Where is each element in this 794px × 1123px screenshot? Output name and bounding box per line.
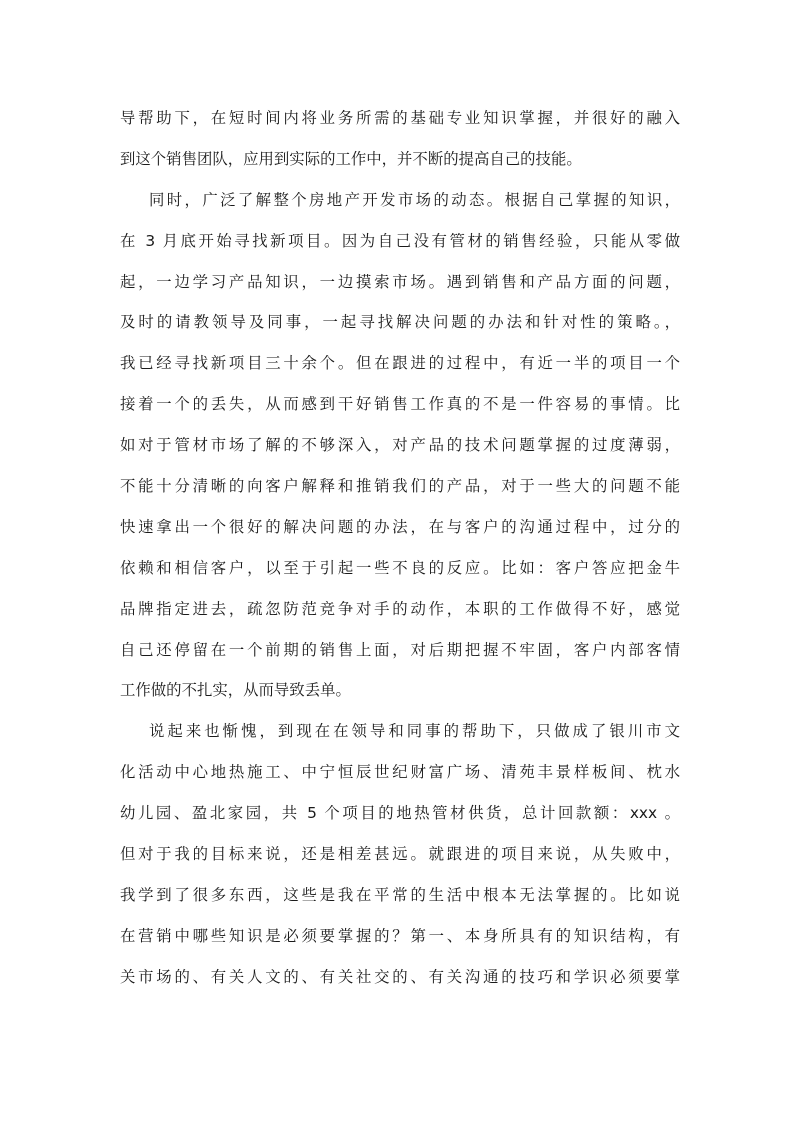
text-line: 工作做的不扎实，从而导致丢单。 [120, 681, 351, 700]
text-line: 快速拿出一个很好的解决问题的办法，在与客户的沟通过程中，过分的 [120, 517, 680, 536]
text-line: 但对于我的目标来说，还是相差甚远。就跟进的项目来说，从失败中， [120, 845, 680, 864]
text-line: 起，一边学习产品知识，一边摸索市场。遇到销售和产品方面的问题， [120, 272, 680, 291]
text-line: 不能十分清晰的向客户解释和推销我们的产品，对于一些大的问题不能 [120, 477, 680, 496]
text-line: 接着一个的丢失，从而感到干好销售工作真的不是一件容易的事情。比 [120, 395, 680, 414]
text-line: 幼儿园、盈北家园，共 5 个项目的地热管材供货，总计回款额：xxx 。 [120, 804, 680, 823]
document-body [120, 98, 680, 998]
text-line: 导帮助下，在短时间内将业务所需的基础专业知识掌握，并很好的融入 [120, 109, 680, 127]
text-line: 我已经寻找新项目三十余个。但在跟进的过程中，有近一半的项目一个 [120, 354, 680, 373]
text-line: 关市场的、有关人文的、有关社交的、有关沟通的技巧和学识必须要掌 [120, 967, 680, 986]
text-line: 及时的请教领导及同事，一起寻找解决问题的办法和针对性的策略。， [120, 313, 680, 332]
text-line: 到这个销售团队，应用到实际的工作中，并不断的提高自己的技能。 [120, 149, 582, 168]
text-line: 我学到了很多东西，这些是我在平常的生活中根本无法掌握的。比如说 [120, 885, 680, 904]
paragraph-first-line: 说起来也惭愧，到现在在领导和同事的帮助下，只做成了银川市文 [149, 722, 680, 741]
text-line: 在 3 月底开始寻找新项目。因为自己没有管材的销售经验，只能从零做 [120, 231, 680, 250]
text-line: 品牌指定进去，疏忽防范竞争对手的动作，本职的工作做得不好，感觉 [120, 599, 680, 618]
text-line: 如对于管材市场了解的不够深入，对产品的技术问题掌握的过度薄弱， [120, 436, 680, 455]
text-line: 化活动中心地热施工、中宁恒辰世纪财富广场、清苑丰景样板间、枕水 [120, 763, 680, 782]
text-line: 在营销中哪些知识是必须要掌握的？第一、本身所具有的知识结构，有 [120, 926, 680, 945]
paragraph-first-line: 同时，广泛了解整个房地产开发市场的动态。根据自己掌握的知识， [149, 190, 680, 209]
text-line: 自己还停留在一个前期的销售上面，对后期把握不牢固，客户内部客情 [120, 640, 680, 659]
text-line: 依赖和相信客户，以至于引起一些不良的反应。比如：客户答应把金牛 [120, 558, 680, 577]
